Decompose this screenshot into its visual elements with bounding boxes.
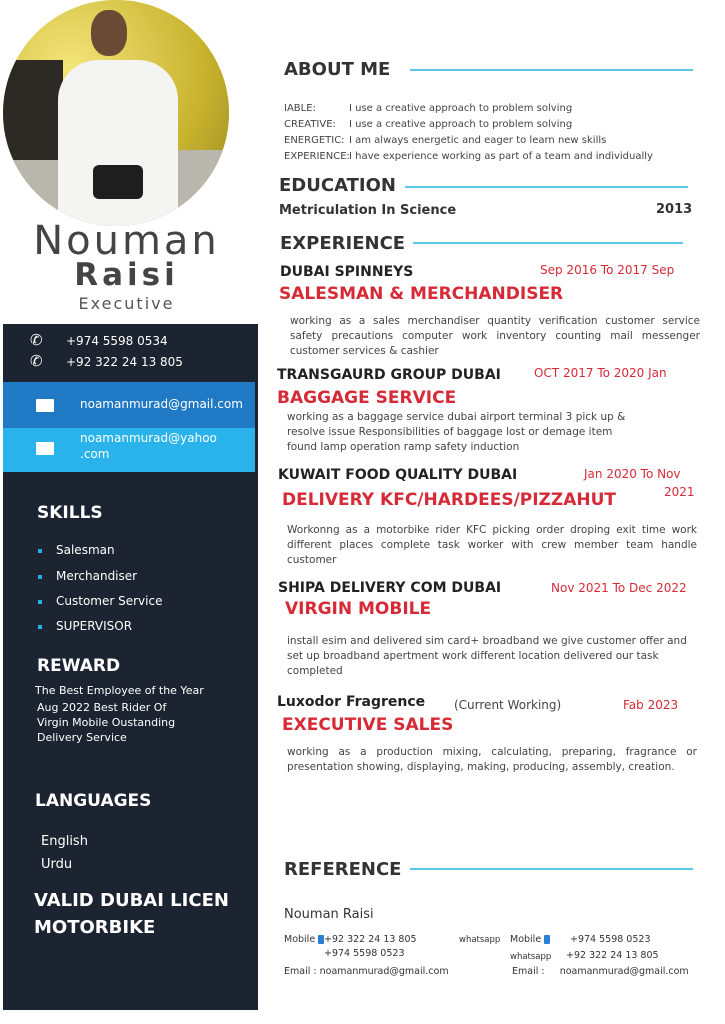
language-item: Urdu (41, 857, 73, 872)
skill-item: SUPERVISOR (38, 619, 132, 633)
phone-number-1: +974 5598 0534 (66, 334, 168, 348)
job-dates: Nov 2021 To Dec 2022 (551, 581, 687, 595)
job-role: SALESMAN & MERCHANDISER (279, 284, 564, 304)
last-name: Raisi (74, 257, 179, 293)
job-company: KUWAIT FOOD QUALITY DUBAI (278, 467, 518, 483)
about-heading: ABOUT ME (284, 59, 391, 80)
reference-name: Nouman Raisi (284, 907, 374, 922)
phone-number-2: +92 322 24 13 805 (66, 355, 183, 369)
skill-item: Customer Service (38, 594, 162, 608)
job-role: DELIVERY KFC/HARDEES/PIZZAHUT (282, 490, 616, 510)
reward-text: The Best Employee of the Year Aug 2022 Best Rider Of Virgin Mobile Oustanding Delivery Service (35, 684, 204, 744)
job-description: working as a sales merchandiser quantity verification customer service safety precautions computer work inventory counting mail messenger customer services & cashier (290, 315, 700, 357)
job-dates: Sep 2016 To 2017 Sep (540, 263, 675, 277)
experience-heading: EXPERIENCE (280, 233, 406, 254)
job-description: install esim and delivered sim card+ broadband we give customer offer and set up broadband apertment work different location delivered our task completed (287, 635, 687, 677)
license-line-1: VALID DUBAI LICEN (34, 890, 229, 911)
reference-phone-3: +974 5598 0523 (570, 934, 651, 945)
reference-email: Email : noamanmurad@gmail.com (284, 966, 449, 977)
reference-email-2: Email : noamanmurad@gmail.com (512, 966, 689, 977)
job-role: VIRGIN MOBILE (285, 599, 432, 619)
mobile-phone-icon (544, 935, 550, 944)
job-description: working as a baggage service dubai airport terminal 3 pick up & resolve issue Responsibilities of baggage lost or demage item found lamp operation ramp safety induction (287, 411, 626, 453)
email-bar-1 (3, 382, 255, 428)
job-role: EXECUTIVE SALES (282, 715, 454, 735)
job-status: (Current Working) (454, 698, 562, 712)
profile-photo (3, 0, 229, 226)
phone-row-2 (30, 352, 183, 370)
email-bar-2 (3, 428, 255, 472)
job-dates: Fab 2023 (623, 698, 679, 712)
divider (413, 242, 683, 244)
job-dates: Jan 2020 To Nov (584, 467, 681, 481)
reference-phone-2: +974 5598 0523 (324, 948, 405, 959)
envelope-icon (36, 442, 54, 455)
reference-mobile-label: Mobile (284, 934, 324, 945)
about-row: IABLE: I use a creative approach to problem solving (284, 103, 573, 114)
education-degree: Metriculation In Science (279, 203, 457, 218)
job-company: TRANSGAURD GROUP DUBAI (277, 367, 501, 383)
skill-item: Salesman (38, 543, 115, 557)
skills-heading: SKILLS (37, 503, 103, 523)
reference-phone-4: +92 322 24 13 805 (566, 950, 659, 961)
job-company: Luxodor Fragrence (277, 694, 426, 710)
reference-phone-1: +92 322 24 13 805 (324, 934, 417, 945)
job-title: Executive (78, 294, 175, 313)
languages-heading: LANGUAGES (35, 791, 152, 811)
email-2[interactable]: noamanmurad@yahoo .com (80, 431, 217, 461)
about-row: ENERGETIC: I am always energetic and eager to learn new skills (284, 135, 607, 146)
divider (410, 69, 693, 71)
phone-row-1 (30, 331, 168, 349)
reference-mobile-label-2: Mobile (510, 934, 550, 945)
about-row: CREATIVE: I use a creative approach to problem solving (284, 119, 573, 130)
license-line-2: MOTORBIKE (34, 917, 156, 938)
job-role: BAGGAGE SERVICE (277, 388, 457, 408)
job-company: DUBAI SPINNEYS (280, 264, 414, 280)
phone-icon: ✆ (30, 352, 43, 370)
language-item: English (41, 834, 88, 849)
divider (405, 186, 688, 188)
job-description: Workonng as a motorbike rider KFC picking order droping exit time work different places complete task worker with crew member team handle customer (287, 524, 697, 566)
divider (410, 868, 693, 870)
skill-item: Merchandiser (38, 569, 137, 583)
job-company: SHIPA DELIVERY COM DUBAI (278, 580, 502, 596)
whatsapp-label: whatsapp (459, 935, 501, 945)
email-1[interactable]: noamanmurad@gmail.com (80, 397, 243, 411)
education-heading: EDUCATION (279, 175, 396, 196)
job-dates: OCT 2017 To 2020 Jan (534, 366, 667, 380)
about-list (284, 101, 653, 165)
envelope-icon (36, 399, 54, 412)
about-row: EXPERIENCE:I have experience working as part of a team and individually (284, 151, 653, 162)
phone-icon: ✆ (30, 331, 43, 349)
first-name: Nouman (33, 218, 220, 264)
whatsapp-label-2: whatsapp (510, 952, 552, 962)
reward-heading: REWARD (37, 656, 121, 676)
reference-heading: REFERENCE (284, 859, 402, 880)
job-dates-cont: 2021 (664, 485, 695, 499)
education-year: 2013 (656, 202, 693, 217)
job-description: working as a production mixing, calculating, preparing, fragrance or presentation showing, displaying, making, producing, assembly, creation. (287, 746, 697, 773)
